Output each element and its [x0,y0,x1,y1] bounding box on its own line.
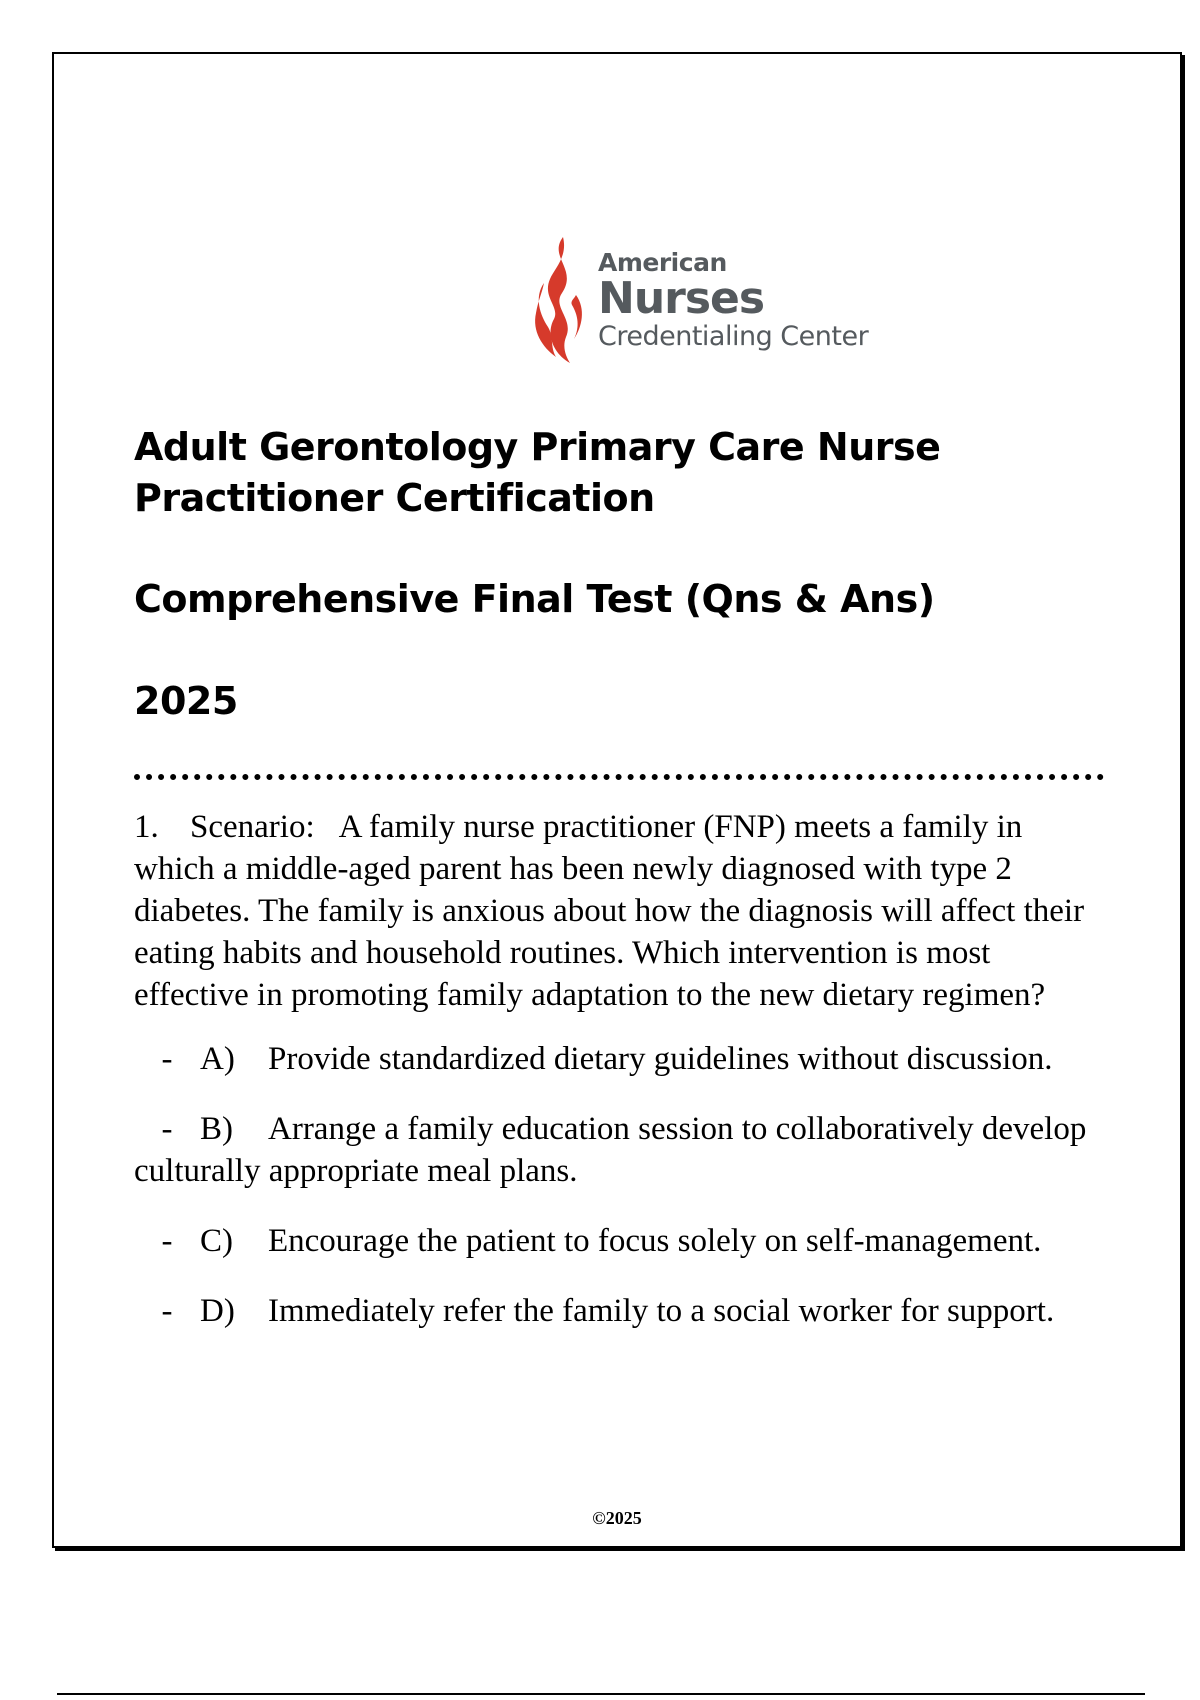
ancc-logo [530,235,868,365]
document-title: Adult Gerontology Primary Care Nurse Practitioner Certification [134,425,941,520]
answer-option-c [134,1220,1104,1262]
option-letter: D) [200,1293,235,1329]
logo-line-center: Credentialing Center [598,321,869,352]
question-number: 1. [134,809,159,845]
question-label: Scenario: [190,809,315,845]
document-year: 2025 [134,679,238,723]
question-block [134,806,1104,1360]
copyright-notice: ©2025 [592,1508,642,1528]
logo-line-american: American [598,248,727,277]
option-text: Provide standardized dietary guidelines without discussion. [268,1041,1053,1077]
question-text: A family nurse practitioner (FNP) meets a family in which a middle-aged parent has been newly diagnosed with type 2 diabetes. The family is anxious about how the diagnosis will affect their eating habits and household routines. Which intervention is most effective in promoting family adaptation to the new dietary regimen? [134,809,1085,1013]
dotted-divider [134,774,1104,780]
option-text: Encourage the patient to focus solely on self-management. [268,1223,1042,1259]
answer-option-d [134,1290,1104,1332]
answer-option-b [134,1108,1104,1192]
logo-line-nurses: Nurses [598,273,765,324]
bottom-divider [57,1693,1145,1695]
option-letter: B) [200,1111,233,1147]
option-text: Arrange a family education session to collaboratively develop culturally appropriate meal plans. [134,1111,1087,1189]
option-text: Immediately refer the family to a social worker for support. [268,1293,1055,1329]
document-subtitle: Comprehensive Final Test (Qns & Ans) [134,577,935,621]
answer-option-a [134,1038,1104,1080]
option-bullet: - [161,1293,173,1329]
option-bullet: - [161,1111,173,1147]
option-letter: C) [200,1223,233,1259]
option-bullet: - [161,1223,173,1259]
flame-icon [530,235,592,365]
question-stem [134,806,1104,1016]
option-letter: A) [200,1041,235,1077]
option-bullet: - [161,1041,173,1077]
